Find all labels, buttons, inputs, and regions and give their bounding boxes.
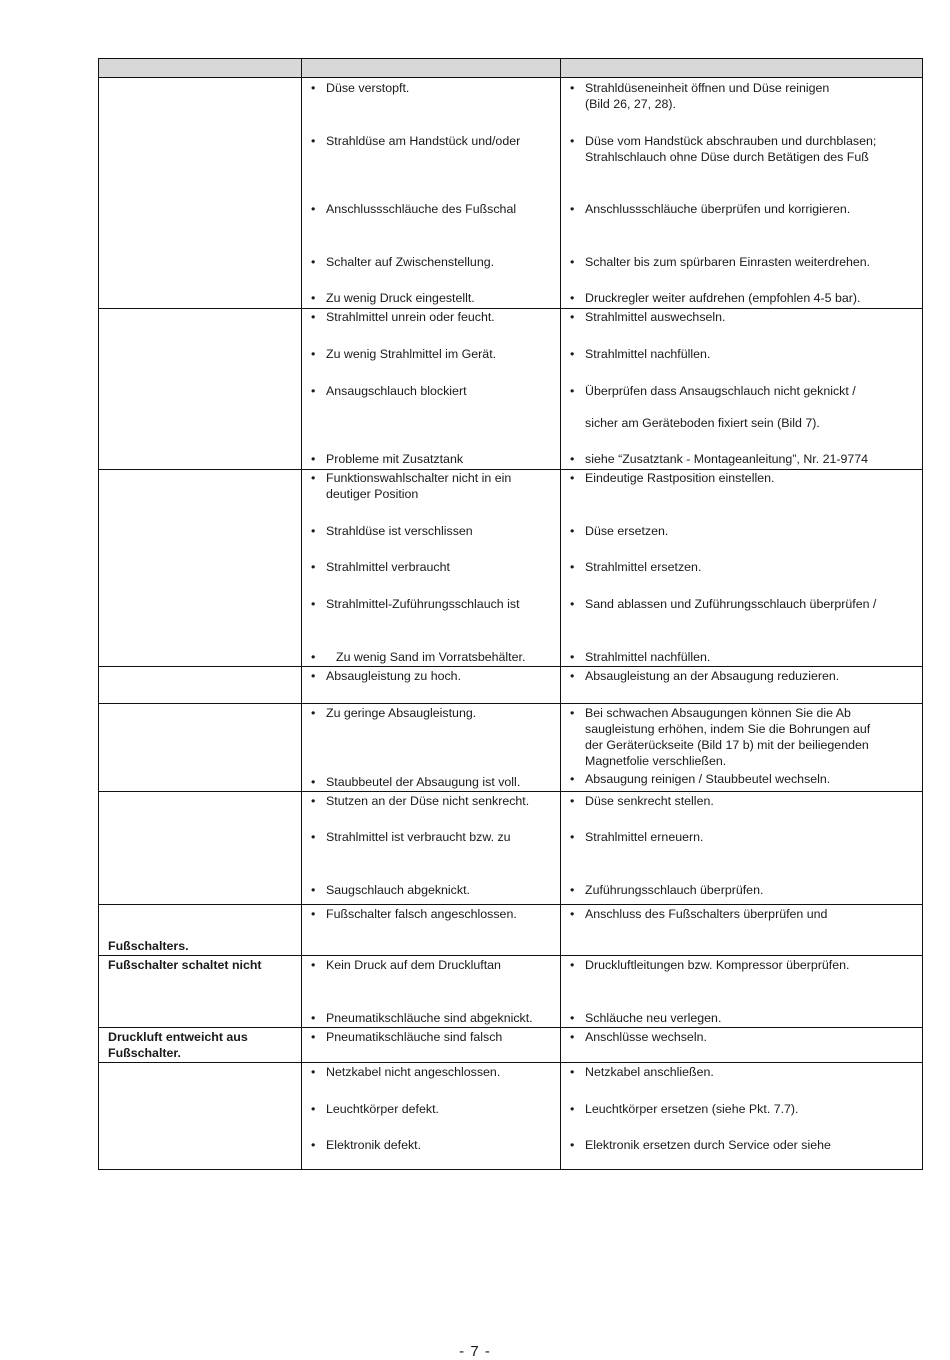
- row-divider: [99, 308, 922, 309]
- cause-text: Kein Druck auf dem Druckluftan: [326, 958, 501, 972]
- remedy-text: Bei schwachen Absaugungen können Sie die Ab: [585, 706, 851, 720]
- bullet-icon: •: [311, 452, 316, 466]
- bullet-icon: •: [570, 830, 575, 844]
- bullet-icon: •: [570, 255, 575, 269]
- bullet-icon: •: [311, 1065, 316, 1079]
- cause-text: deutiger Position: [326, 487, 419, 501]
- cause-text: Zu wenig Strahlmittel im Gerät.: [326, 347, 497, 361]
- cause-text: Funktionswahlschalter nicht in ein: [326, 471, 512, 485]
- remedy-text: Düse ersetzen.: [585, 524, 669, 538]
- bullet-icon: •: [570, 1138, 575, 1152]
- cause-text: Strahlmittel ist verbraucht bzw. zu: [326, 830, 511, 844]
- remedy-text: sicher am Geräteboden fixiert sein (Bild 7).: [585, 416, 820, 430]
- cause-text: Düse verstopft.: [326, 81, 410, 95]
- cause-text: Zu geringe Absaugleistung.: [326, 706, 477, 720]
- bullet-icon: •: [311, 134, 316, 148]
- bullet-icon: •: [311, 669, 316, 683]
- row-divider: [99, 955, 922, 956]
- bullet-icon: •: [570, 706, 575, 720]
- remedy-text: Anschlussschläuche überprüfen und korrigieren.: [585, 202, 851, 216]
- remedy-text: Anschluss des Fußschalters überprüfen und: [585, 907, 828, 921]
- bullet-icon: •: [311, 597, 316, 611]
- bullet-icon: •: [570, 794, 575, 808]
- cause-text: Anschlussschläuche des Fußschal: [326, 202, 517, 216]
- bullet-icon: •: [570, 650, 575, 664]
- remedy-text: Strahlmittel ersetzen.: [585, 560, 702, 574]
- bullet-icon: •: [311, 958, 316, 972]
- remedy-text: Sand ablassen und Zuführungsschlauch überprüfen /: [585, 597, 877, 611]
- bullet-icon: •: [311, 524, 316, 538]
- table-header-band: [99, 59, 922, 78]
- bullet-icon: •: [570, 1030, 575, 1044]
- bullet-icon: •: [570, 1011, 575, 1025]
- remedy-text: Eindeutige Rastposition einstellen.: [585, 471, 775, 485]
- remedy-text: Strahlschlauch ohne Düse durch Betätigen des Fuß: [585, 150, 869, 164]
- bullet-icon: •: [311, 1102, 316, 1116]
- cause-text: Zu wenig Sand im Vorratsbehälter.: [336, 650, 526, 664]
- bullet-icon: •: [311, 794, 316, 808]
- remedy-text: der Geräterückseite (Bild 17 b) mit der beiliegenden: [585, 738, 869, 752]
- bullet-icon: •: [570, 560, 575, 574]
- cause-text: Netzkabel nicht angeschlossen.: [326, 1065, 501, 1079]
- symptom-label: Fußschalters.: [108, 939, 189, 953]
- bullet-icon: •: [311, 883, 316, 897]
- remedy-text: Schalter bis zum spürbaren Einrasten weiterdrehen.: [585, 255, 871, 269]
- remedy-text: Magnetfolie verschließen.: [585, 754, 727, 768]
- remedy-text: Druckluftleitungen bzw. Kompressor überprüfen.: [585, 958, 850, 972]
- cause-text: Ansaugschlauch blockiert: [326, 384, 467, 398]
- bullet-icon: •: [570, 202, 575, 216]
- bullet-icon: •: [311, 471, 316, 485]
- remedy-text: Schläuche neu verlegen.: [585, 1011, 722, 1025]
- remedy-text: Druckregler weiter aufdrehen (empfohlen 4-5 bar).: [585, 291, 861, 305]
- remedy-text: Zuführungsschlauch überprüfen.: [585, 883, 764, 897]
- bullet-icon: •: [311, 255, 316, 269]
- bullet-icon: •: [311, 775, 316, 789]
- bullet-icon: •: [311, 1030, 316, 1044]
- row-divider: [99, 1062, 922, 1063]
- bullet-icon: •: [311, 650, 316, 664]
- bullet-icon: •: [570, 452, 575, 466]
- troubleshooting-table: [98, 58, 923, 1170]
- remedy-text: Absaugleistung an der Absaugung reduzieren.: [585, 669, 840, 683]
- cause-text: Zu wenig Druck eingestellt.: [326, 291, 475, 305]
- column-divider-1: [301, 59, 302, 1169]
- cause-text: Fußschalter falsch angeschlossen.: [326, 907, 517, 921]
- bullet-icon: •: [311, 202, 316, 216]
- cause-text: Stutzen an der Düse nicht senkrecht.: [326, 794, 530, 808]
- bullet-icon: •: [570, 524, 575, 538]
- bullet-icon: •: [570, 958, 575, 972]
- row-divider: [99, 703, 922, 704]
- bullet-icon: •: [311, 706, 316, 720]
- cause-text: Strahlmittel verbraucht: [326, 560, 450, 574]
- bullet-icon: •: [570, 597, 575, 611]
- symptom-label: Fußschalter.: [108, 1046, 181, 1060]
- bullet-icon: •: [570, 1102, 575, 1116]
- remedy-text: (Bild 26, 27, 28).: [585, 97, 676, 111]
- remedy-text: Strahlmittel nachfüllen.: [585, 650, 711, 664]
- bullet-icon: •: [570, 772, 575, 786]
- symptom-label: Fußschalter schaltet nicht: [108, 958, 262, 972]
- remedy-text: Überprüfen dass Ansaugschlauch nicht geknickt /: [585, 384, 856, 398]
- cause-text: Strahlmittel unrein oder feucht.: [326, 310, 495, 324]
- cause-text: Leuchtkörper defekt.: [326, 1102, 439, 1116]
- bullet-icon: •: [570, 471, 575, 485]
- bullet-icon: •: [311, 384, 316, 398]
- bullet-icon: •: [311, 830, 316, 844]
- remedy-text: Netzkabel anschließen.: [585, 1065, 714, 1079]
- cause-text: Schalter auf Zwischenstellung.: [326, 255, 495, 269]
- bullet-icon: •: [570, 310, 575, 324]
- row-divider: [99, 791, 922, 792]
- bullet-icon: •: [311, 291, 316, 305]
- remedy-text: Strahlmittel auswechseln.: [585, 310, 726, 324]
- remedy-text: siehe “Zusatztank - Montageanleitung”, Nr. 21-9774: [585, 452, 869, 466]
- column-divider-2: [560, 59, 561, 1169]
- cause-text: Absaugleistung zu hoch.: [326, 669, 462, 683]
- cause-text: Probleme mit Zusatztank: [326, 452, 464, 466]
- remedy-text: Anschlüsse wechseln.: [585, 1030, 707, 1044]
- cause-text: Strahldüse ist verschlissen: [326, 524, 473, 538]
- bullet-icon: •: [570, 1065, 575, 1079]
- remedy-text: Absaugung reinigen / Staubbeutel wechseln.: [585, 772, 831, 786]
- bullet-icon: •: [570, 883, 575, 897]
- bullet-icon: •: [570, 291, 575, 305]
- remedy-text: Strahlmittel erneuern.: [585, 830, 704, 844]
- cause-text: Elektronik defekt.: [326, 1138, 422, 1152]
- remedy-text: Strahldüseneinheit öffnen und Düse reinigen: [585, 81, 830, 95]
- bullet-icon: •: [570, 384, 575, 398]
- remedy-text: Elektronik ersetzen durch Service oder siehe: [585, 1138, 831, 1152]
- bullet-icon: •: [311, 347, 316, 361]
- cause-text: Pneumatikschläuche sind falsch: [326, 1030, 503, 1044]
- bullet-icon: •: [311, 560, 316, 574]
- remedy-text: Düse senkrecht stellen.: [585, 794, 714, 808]
- bullet-icon: •: [311, 907, 316, 921]
- bullet-icon: •: [311, 81, 316, 95]
- bullet-icon: •: [311, 1011, 316, 1025]
- bullet-icon: •: [570, 907, 575, 921]
- cause-text: Pneumatikschläuche sind abgeknickt.: [326, 1011, 533, 1025]
- bullet-icon: •: [570, 81, 575, 95]
- cause-text: Saugschlauch abgeknickt.: [326, 883, 470, 897]
- bullet-icon: •: [311, 310, 316, 324]
- row-divider: [99, 904, 922, 905]
- cause-text: Strahldüse am Handstück und/oder: [326, 134, 521, 148]
- cause-text: Staubbeutel der Absaugung ist voll.: [326, 775, 521, 789]
- row-divider: [99, 666, 922, 667]
- bullet-icon: •: [570, 347, 575, 361]
- bullet-icon: •: [570, 669, 575, 683]
- bullet-icon: •: [570, 134, 575, 148]
- symptom-label: Druckluft entweicht aus: [108, 1030, 248, 1044]
- remedy-text: Düse vom Handstück abschrauben und durchblasen;: [585, 134, 877, 148]
- remedy-text: saugleistung erhöhen, indem Sie die Bohrungen auf: [585, 722, 871, 736]
- remedy-text: Leuchtkörper ersetzen (siehe Pkt. 7.7).: [585, 1102, 799, 1116]
- page-number: - 7 -: [459, 1343, 491, 1360]
- row-divider: [99, 1027, 922, 1028]
- cause-text: Strahlmittel-Zuführungsschlauch ist: [326, 597, 520, 611]
- remedy-text: Strahlmittel nachfüllen.: [585, 347, 711, 361]
- bullet-icon: •: [311, 1138, 316, 1152]
